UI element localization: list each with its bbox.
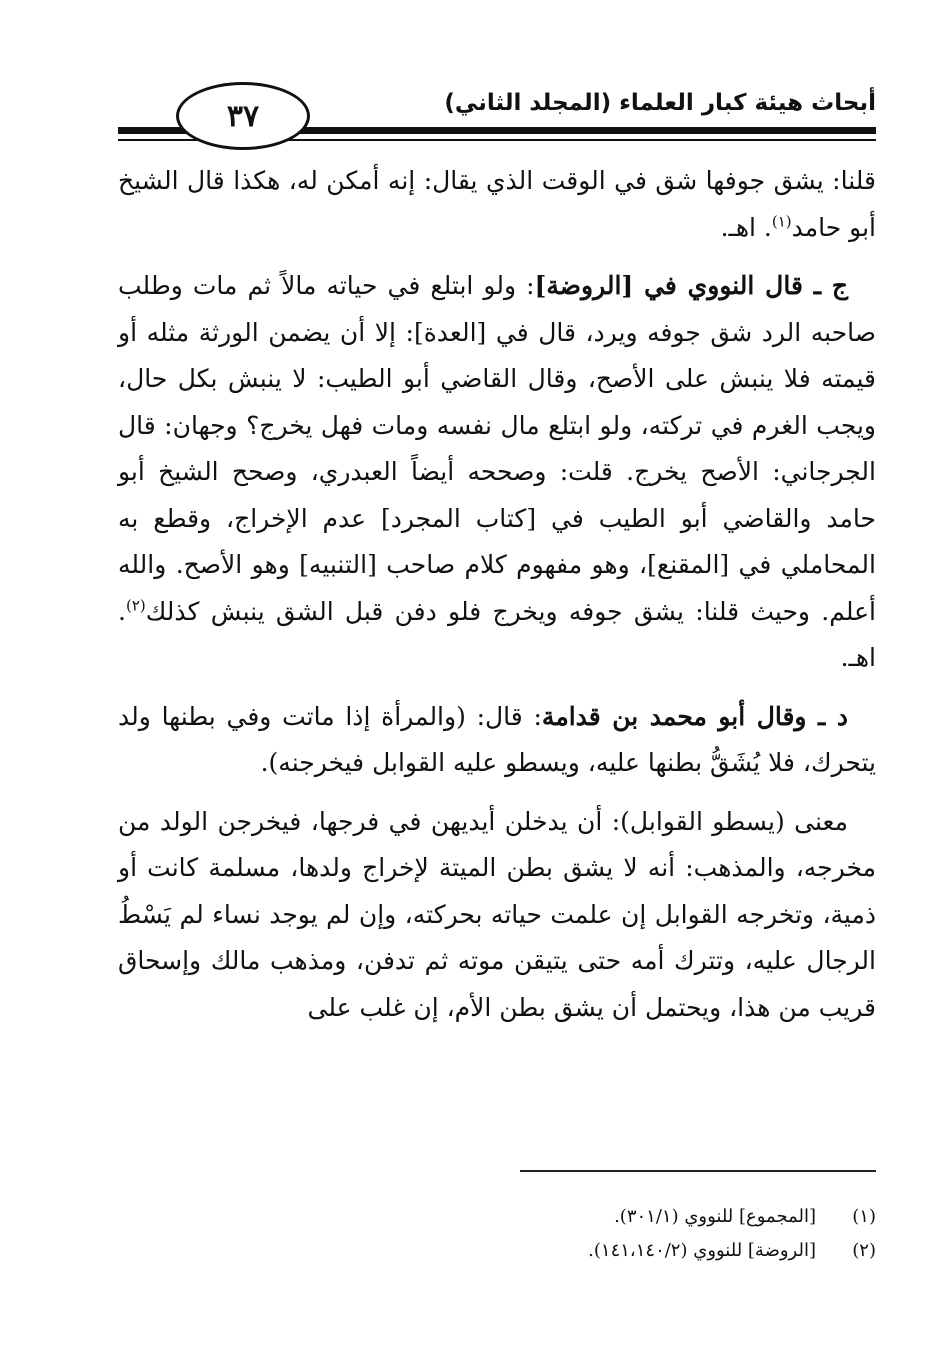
paragraph-3-lead: د ـ وقال أبو محمد بن قدامة: [541, 701, 848, 731]
paragraph-4-text: معنى (يسطو القوابل): أن يدخلن أيديهن في فرجها، فيخرجن الولد من مخرجه، والمذهب: أنه لا يشق بطن الميتة لإخراج ولدها، مسلمة كانت أو ذمية، وتخرجه القوابل إن علمت حياته بحركته، وإن لم يوجد نساء لم يَسْطُ الرجال عليه، وتترك أمه حتى يتيقن موته ثم تدفن، ومذهب مالك وإسحاق قريب من هذا، ويحتمل أن يشق بطن الأم، إن غلب على: [118, 806, 876, 1022]
paragraph-1: [118, 158, 876, 251]
paragraph-2-text: : ولو ابتلع في حياته مالاً ثم مات وطلب صاحبه الرد شق جوفه ويرد، قال في [العدة]: إلا أن يضمن الورثة مثله أو قيمته فلا ينبش على الأصح، وقال القاضي أبو الطيب: لا ينبش بكل حال، ويجب الغرم في تركته، ولو ابتلع مال نفسه ومات فهل يخرج؟ وجهان: قال الجرجاني: الأصح يخرج. قلت: وصححه أيضاً العبدري، وصحح الشيخ أبو حامد والقاضي أبو الطيب في [كتاب المجرد] عدم الإخراج، وقطع به المحاملي في [المقنع]، وهو مفهوم كلام صاحب [التنبيه] وهو الأصح. والله أعلم. وحيث قلنا: يشق جوفه ويخرج فلو دفن قبل الشق ينبش كذلك: [118, 271, 876, 626]
paragraph-2-tail: . اهـ.: [118, 596, 876, 672]
paragraph-3: [118, 694, 876, 787]
paragraph-4: [118, 799, 876, 1032]
footnote-separator: [520, 1170, 876, 1172]
paragraph-1-tail: . اهـ.: [720, 212, 772, 242]
main-text: [118, 158, 876, 1043]
running-title: أبحاث هيئة كبار العلماء (المجلد الثاني): [444, 90, 876, 116]
footnotes: [118, 1200, 876, 1268]
footnote-ref-2: (٢): [125, 596, 146, 615]
footnote-ref-1: (١): [771, 212, 792, 231]
paragraph-2-lead: ج ـ قال النووي في [الروضة]: [534, 271, 848, 300]
footnote-1: [118, 1200, 876, 1234]
page-number-oval: [176, 82, 310, 150]
footnote-1-text: [المجموع] للنووي (٣٠١/١).: [614, 1206, 816, 1227]
paragraph-3-text: : قال: (والمرأة إذا ماتت وفي بطنها ولد يتحرك، فلا يُشَقُّ بطنها عليه، ويسطو عليه القوابل فيخرجنه).: [118, 701, 876, 777]
footnote-1-number: (١): [852, 1206, 876, 1227]
page-header: [118, 72, 876, 162]
footnote-2: [118, 1234, 876, 1268]
footnote-2-number: (٢): [852, 1240, 876, 1261]
footnote-2-text: [الروضة] للنووي (١٤١،١٤٠/٢).: [588, 1240, 816, 1261]
page-number: ٣٧: [226, 98, 260, 134]
paragraph-2: [118, 263, 876, 682]
paragraph-1-text: قلنا: يشق جوفها شق في الوقت الذي يقال: إنه أمكن له، هكذا قال الشيخ أبو حامد: [118, 166, 876, 242]
